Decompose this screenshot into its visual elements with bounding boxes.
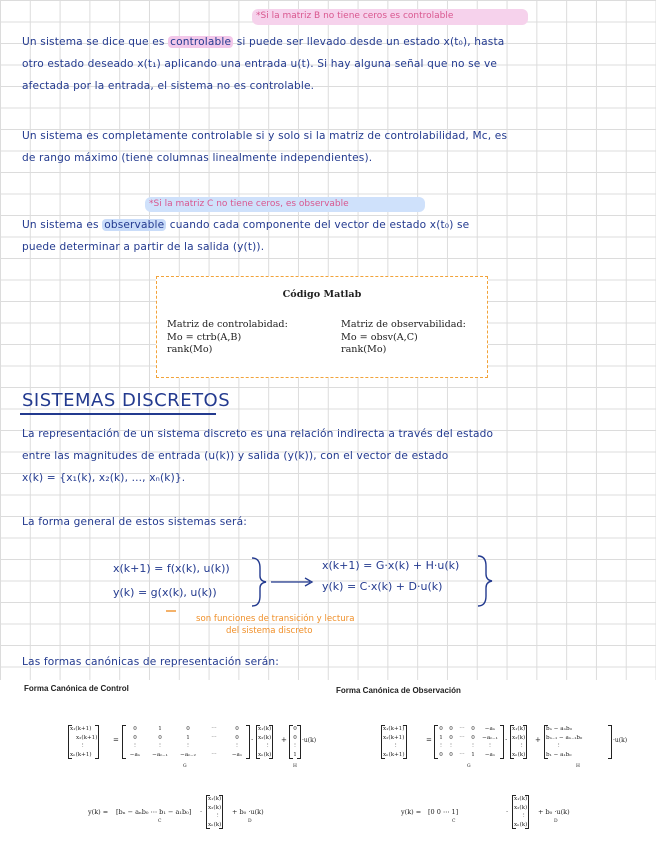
para3-line1-b: cuando cada componente del vector de estado x(t₀) se: [169, 219, 470, 231]
code-right-line: Mo = obsv(A,C): [341, 331, 418, 343]
section-title-underline: [20, 413, 216, 415]
obs-u-term: ·u(k): [613, 737, 628, 744]
obs-output-dot: ·: [506, 808, 509, 816]
code-left-line: rank(Mo): [167, 344, 213, 355]
para3-line1-a: Un sistema es: [22, 219, 99, 231]
code-right-line: Matriz de observabilidad:: [341, 319, 466, 330]
para6: Las formas canónicas de representación serán:: [22, 656, 279, 668]
obs-state-vector: x₁(k) x₂(k) ⋮ xₙ(k): [512, 726, 526, 758]
obs-output-state-vector: x₁(k) x₂(k) ⋮ xₙ(k): [514, 796, 528, 828]
para3-line1: [22, 219, 469, 231]
eq-right-2: y(k) = C·x(k) + D·u(k): [322, 580, 443, 593]
obs-lhs-vector: x₁(k+1) x₂(k+1) ⋮ xₙ(k+1): [383, 726, 405, 758]
section-title: SISTEMAS DISCRETOS: [22, 390, 231, 411]
para4-line1: La representación de un sistema discreto es una relación indirecta a través del estado: [22, 428, 494, 440]
ctrl-state-vector: x₁(k) x₂(k) ⋮ xₙ(k): [258, 726, 272, 758]
obs-H-vector: bₙ − aₙb₀ bₙ₋₁ − aₙ₋₁b₀ ⋮ b₁ − a₁b₀: [546, 725, 610, 759]
obs-equals: =: [426, 736, 432, 744]
eq-right-1: x(k+1) = G·x(k) + H·u(k): [322, 559, 460, 572]
eq-annotation-line1: son funciones de transición y lectura: [196, 614, 355, 624]
para1-line3: afectada por la entrada, el sistema no es controlable.: [22, 80, 315, 92]
para1-line1-b: si puede ser llevado desde un estado x(t₀), hasta: [236, 36, 505, 48]
code-right-line: rank(Mo): [341, 344, 387, 355]
ctrl-D-label: D: [248, 819, 252, 824]
para2-line2: de rango máximo (tiene columnas linealmente independientes).: [22, 152, 373, 164]
observable-highlight: observable: [104, 219, 165, 231]
ctrl-output-dot: ·: [200, 808, 203, 816]
ctrl-output-d-term: + b₀ ·u(k): [232, 808, 264, 816]
obs-output-lhs: y(k) =: [401, 808, 422, 816]
para4-line3: x(k) = {x₁(k), x₂(k), ..., xₙ(k)}.: [22, 472, 186, 484]
obs-C-label: C: [452, 819, 456, 824]
matlab-code-box: [156, 276, 488, 378]
controllable-highlight: controlable: [170, 36, 232, 48]
ctrl-H-vector: 0 0 ⋮ 1: [291, 725, 299, 759]
ctrl-equals: =: [113, 736, 119, 744]
para5: La forma general de estos sistemas será:: [22, 516, 247, 528]
canonical-forms-panel: [0, 680, 656, 848]
code-left-line: Mo = ctrb(A,B): [167, 331, 242, 343]
ctrl-u-term: ·u(k): [302, 737, 317, 744]
ctrl-H-label: H: [293, 764, 297, 769]
ctrl-output-lhs: y(k) =: [88, 808, 109, 816]
para1-line1-a: Un sistema se dice que es: [22, 36, 165, 48]
eq-left-1: x(k+1) = f(x(k), u(k)): [113, 562, 230, 575]
obs-G-matrix: 0 0 ⋯ 0 −aₙ 1 0 ⋯ 0 −aₙ₋₁ ⋮ ⋮ ⋮ ⋮ 0 0 ⋯ 1 −a₁: [436, 725, 502, 759]
para1-line2: otro estado deseado x(t₁) aplicando una entrada u(t). Si hay alguna señal que no se ve: [22, 58, 498, 70]
note-controllable: *Si la matriz B no tiene ceros es controlable: [256, 11, 454, 21]
obs-output-row: [0 0 ⋯ 1]: [428, 808, 459, 816]
obs-D-label: D: [554, 819, 558, 824]
eq-annotation-line2: del sistema discreto: [226, 626, 313, 636]
ctrl-G-label: G: [183, 764, 187, 769]
control-form-title: Forma Canónica de Control: [24, 684, 129, 693]
obs-H-label: H: [576, 764, 580, 769]
para3-line2: puede determinar a partir de la salida (y(t)).: [22, 241, 265, 253]
obs-G-label: G: [467, 764, 471, 769]
code-box-title: Código Matlab: [282, 289, 362, 300]
ctrl-lhs-vector: x₁(k+1) x₂(k+1) ⋮ xₙ(k+1): [70, 726, 98, 758]
obs-dot: ·: [505, 736, 508, 744]
obs-plus: +: [535, 736, 541, 744]
code-right-column: [341, 319, 466, 357]
eq-left-2: y(k) = g(x(k), u(k)): [113, 586, 217, 599]
code-left-line: Matriz de controlabidad:: [167, 319, 288, 330]
note-observable: *Si la matriz C no tiene ceros, es observable: [149, 199, 349, 209]
para2-line1: Un sistema es completamente controlable si y solo si la matriz de controlabilidad, Mc, es: [22, 130, 508, 142]
obs-output-d-term: + b₀ ·u(k): [538, 808, 570, 816]
observation-form-title: Forma Canónica de Observación: [336, 686, 461, 695]
ctrl-plus: +: [281, 736, 287, 744]
para1-line1: [22, 36, 504, 48]
ctrl-output-row: [bₙ − aₙb₀ ⋯ b₁ − a₁b₀]: [116, 808, 192, 816]
ctrl-output-state-vector: x₁(k) x₂(k) ⋮ xₙ(k): [208, 796, 222, 828]
ctrl-C-label: C: [158, 819, 162, 824]
para4-line2: entre las magnitudes de entrada (u(k)) y salida (y(k)), con el vector de estado: [22, 450, 449, 462]
ctrl-dot: ·: [251, 736, 254, 744]
code-left-column: [167, 319, 288, 357]
ctrl-G-matrix: 0 1 0 ⋯ 0 0 0 1 ⋯ 0 ⋮ ⋮ ⋮ ⋮ −aₙ −aₙ₋₁ −aₙ₋₂ ⋯ −a₁: [124, 725, 248, 759]
